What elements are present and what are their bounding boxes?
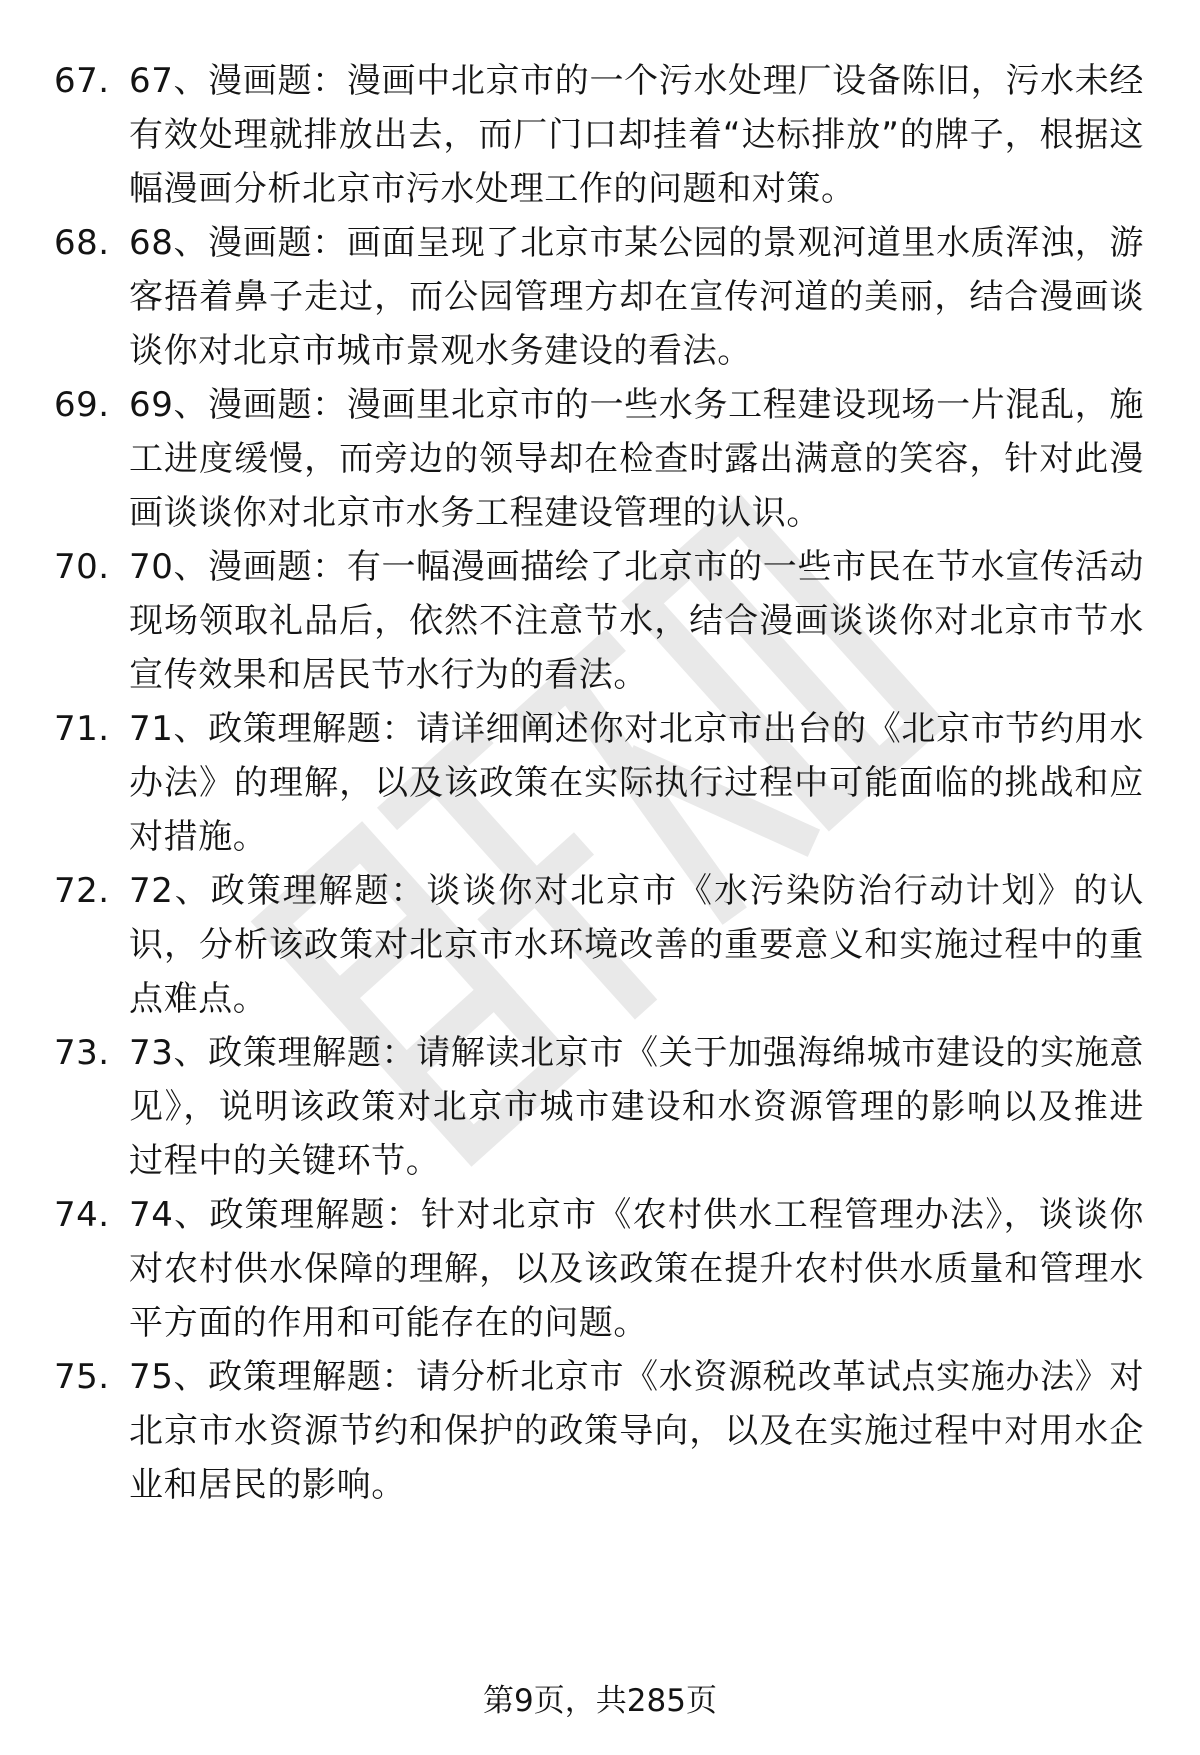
page-footer: 第9页，共285页 (483, 1683, 717, 1719)
question-text: 68、漫画题：画面呈现了北京市某公园的景观河道里水质浑浊，游客捂着鼻子走过，而公园管理方却在宣传河道的美丽，结合漫画谈谈你对北京市城市景观水务建设的看法。 (129, 223, 1144, 371)
question-number: 70. (54, 547, 110, 587)
question-text: 72、政策理解题：谈谈你对北京市《水污染防治行动计划》的认识，分析该政策对北京市水环境改善的重要意义和实施过程中的重点难点。 (129, 871, 1144, 1019)
question-number: 69. (54, 385, 110, 425)
question-text: 71、政策理解题：请详细阐述你对北京市出台的《北京市节约用水办法》的理解，以及该政策在实际执行过程中可能面临的挑战和应对措施。 (129, 709, 1144, 857)
question-number: 73. (54, 1033, 110, 1073)
question-text: 74、政策理解题：针对北京市《农村供水工程管理办法》，谈谈你对农村供水保障的理解，以及该政策在提升农村供水质量和管理水平方面的作用和可能存在的问题。 (129, 1195, 1144, 1343)
question-number: 67. (54, 61, 110, 101)
question-number: 71. (54, 709, 110, 749)
question-text: 67、漫画题：漫画中北京市的一个污水处理厂设备陈旧，污水未经有效处理就排放出去，而厂门口却挂着“达标排放”的牌子，根据这幅漫画分析北京市污水处理工作的问题和对策。 (129, 61, 1144, 209)
question-text: 75、政策理解题：请分析北京市《水资源税改革试点实施办法》对北京市水资源节约和保护的政策导向，以及在实施过程中对用水企业和居民的影响。 (129, 1357, 1144, 1505)
question-text: 69、漫画题：漫画里北京市的一些水务工程建设现场一片混乱，施工进度缓慢，而旁边的领导却在检查时露出满意的笑容，针对此漫画谈谈你对北京市水务工程建设管理的认识。 (129, 385, 1144, 533)
question-number: 68. (54, 223, 110, 263)
question-number: 72. (54, 871, 110, 911)
question-number: 74. (54, 1195, 110, 1235)
question-text: 70、漫画题：有一幅漫画描绘了北京市的一些市民在节水宣传活动现场领取礼品后，依然不注意节水，结合漫画谈谈你对北京市节水宣传效果和居民节水行为的看法。 (129, 547, 1144, 695)
question-number: 75. (54, 1357, 110, 1397)
question-text: 73、政策理解题：请解读北京市《关于加强海绵城市建设的实施意见》，说明该政策对北京市城市建设和水资源管理的影响以及推进过程中的关键环节。 (129, 1033, 1144, 1181)
